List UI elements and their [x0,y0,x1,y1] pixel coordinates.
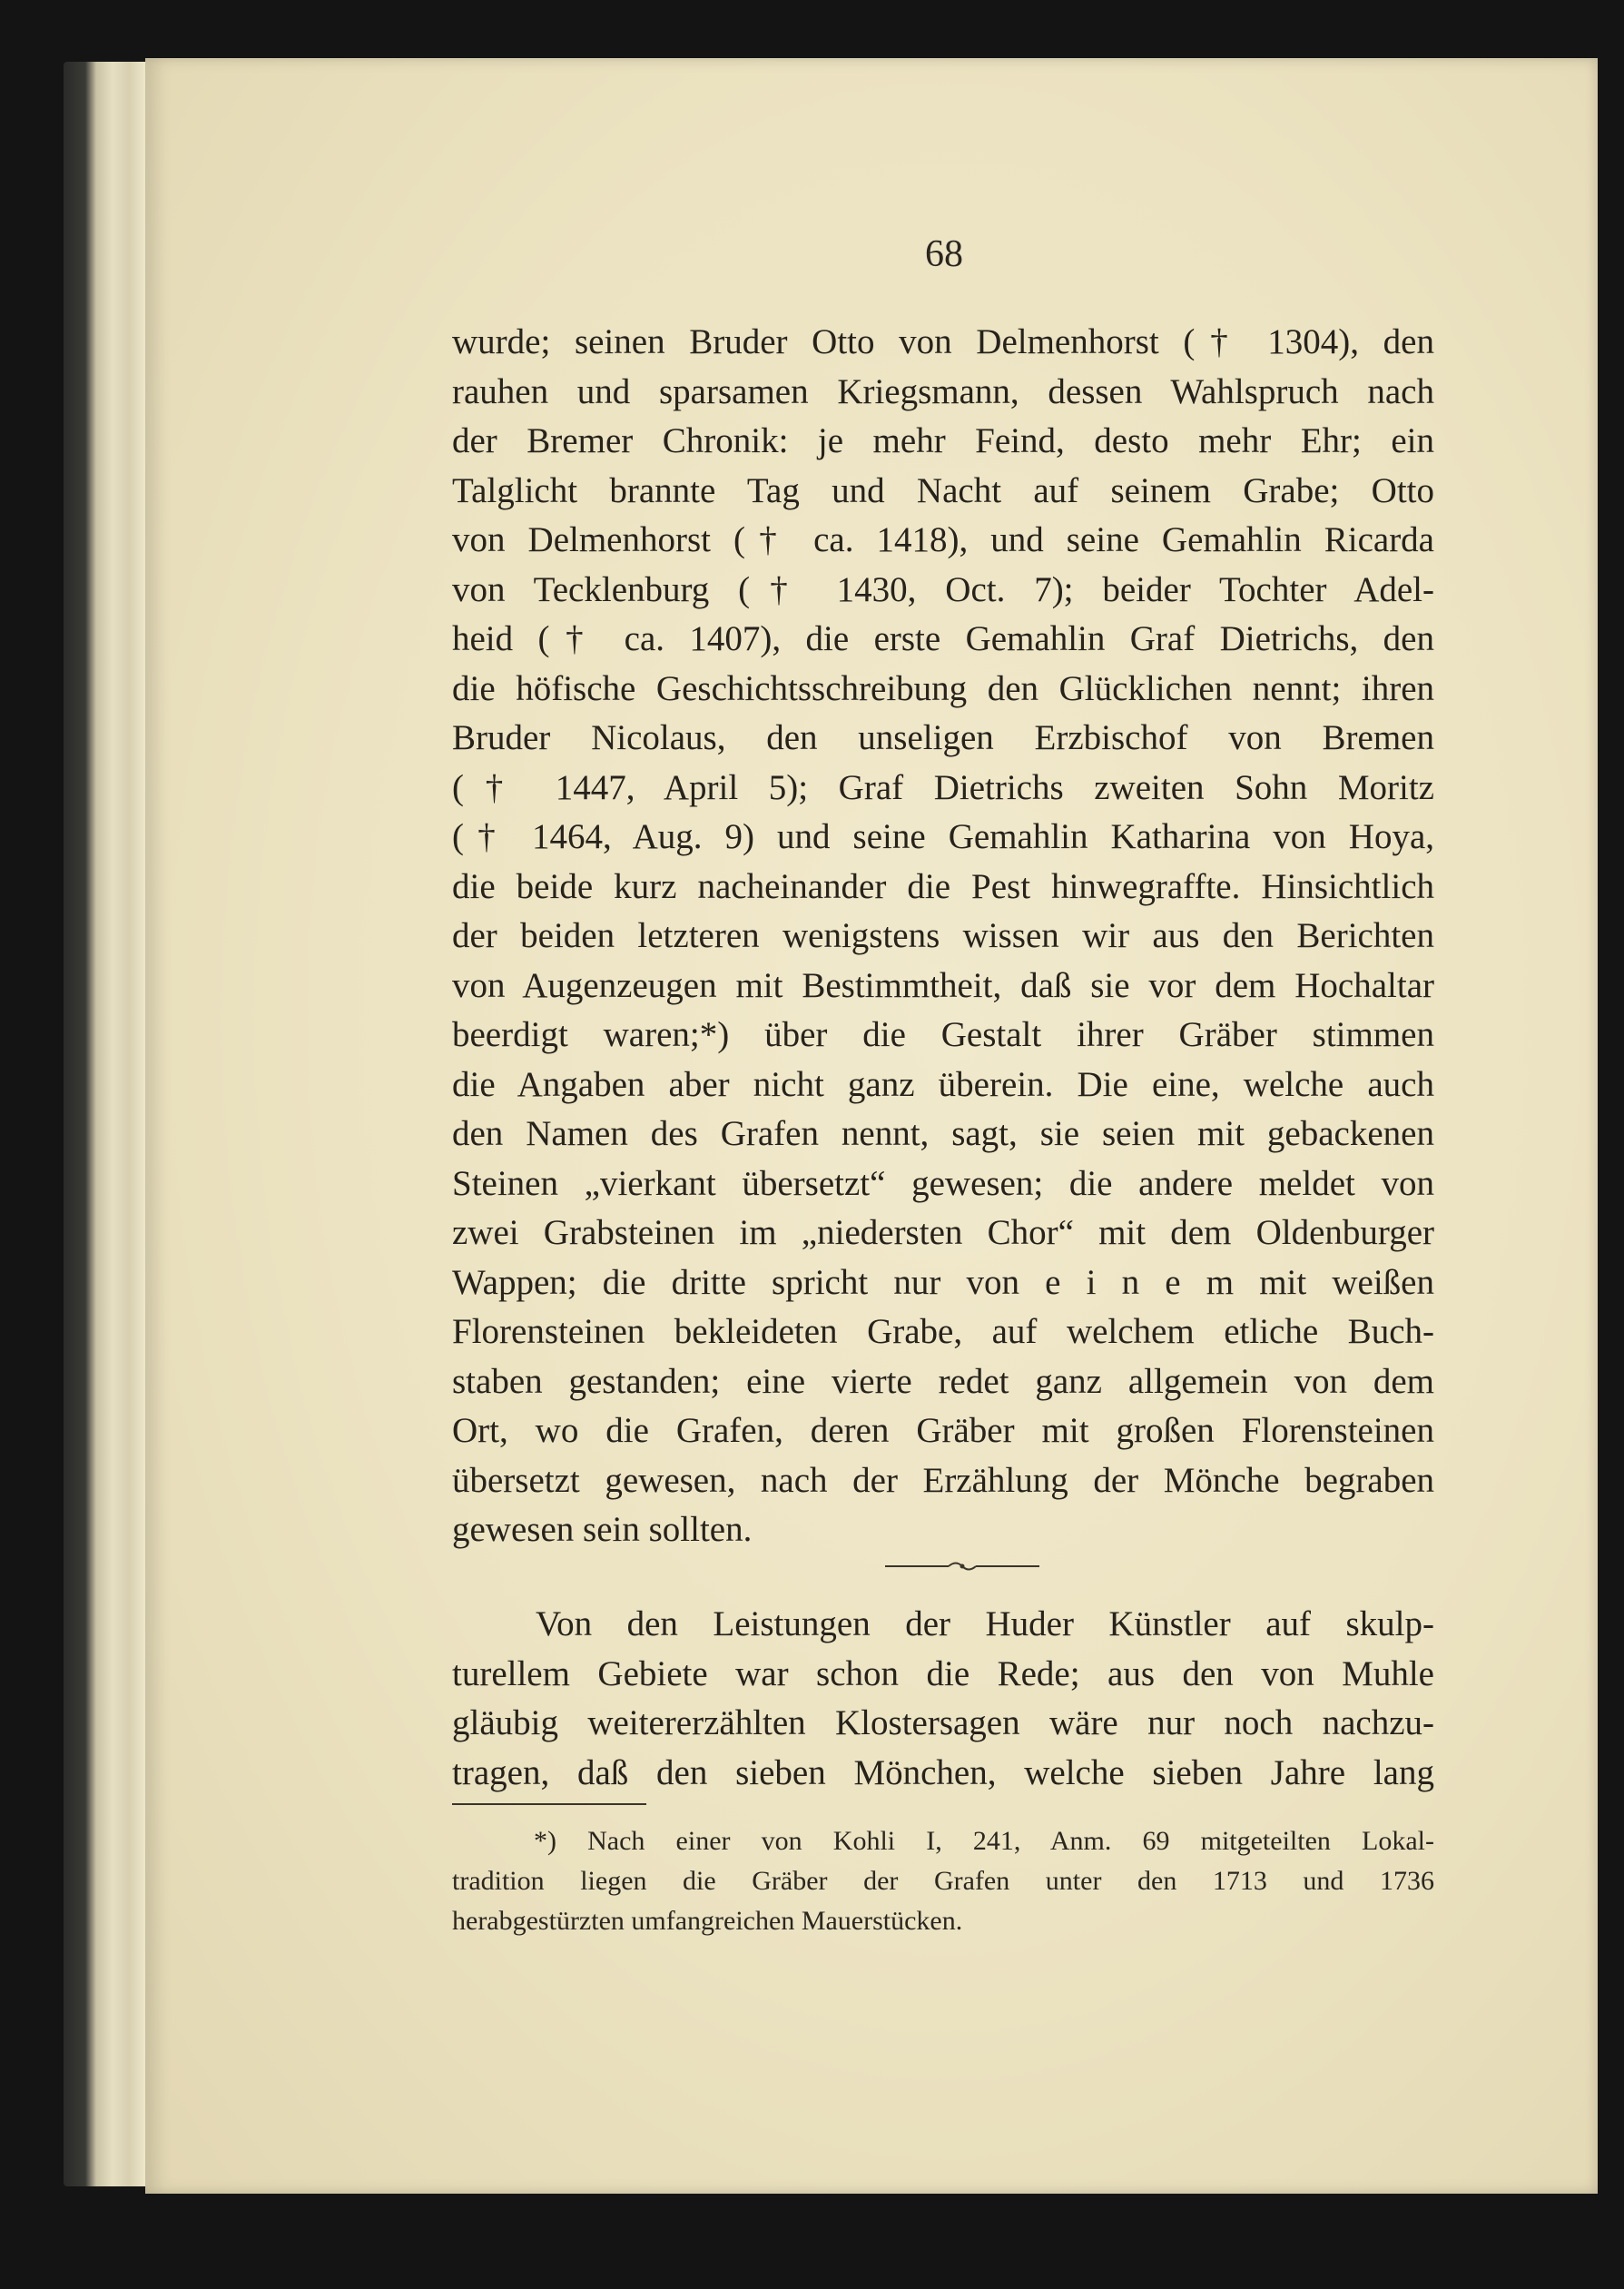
text-line: Florensteinen bekleideten Grabe, auf welchem etliche Buch- [452,1312,1434,1351]
text-line: Bruder Nicolaus, den unseligen Erzbischof von Bremen [452,718,1434,757]
text-line: von Augenzeugen mit Bestimmtheit, daß sie vor dem Hochaltar [452,965,1434,1005]
text-line: die beide kurz nacheinander die Pest hinwegraffte. Hinsichtlich [452,866,1434,906]
text-line: rauhen und sparsamen Kriegsmann, dessen Wahlspruch nach [452,371,1434,411]
text-line: übersetzt gewesen, nach der Erzählung der Mönche begraben [452,1460,1434,1500]
text-line: turellem Gebiete war schon die Rede; aus den von Muhle [452,1653,1434,1693]
footnote-line: herabgestürzten umfangreichen Mauerstücken. [452,1906,963,1936]
text-line: von Delmenhorst († ca. 1418), und seine Gemahlin Ricarda [452,520,1434,559]
text-line: Talglicht brannte Tag und Nacht auf seinem Grabe; Otto [452,470,1434,510]
text-line: den Namen des Grafen nennt, sagt, sie seien mit gebackenen [452,1114,1434,1153]
text-line: gewesen sein sollten. [452,1510,753,1549]
ornamental-separator [885,1558,1039,1574]
text-line: die Angaben aber nicht ganz überein. Die eine, welche auch [452,1064,1434,1104]
text-line: († 1464, Aug. 9) und seine Gemahlin Katharina von Hoya, [452,817,1434,856]
text-line: zwei Grabsteinen im „niedersten Chor“ mit dem Oldenburger [452,1213,1434,1252]
text-line: Ort, wo die Grafen, deren Gräber mit großen Florensteinen [452,1411,1434,1450]
text-line: von Tecklenburg († 1430, Oct. 7); beider Tochter Adel- [452,569,1434,609]
paragraph-1 [452,318,1434,1555]
text-line: heid († ca. 1407), die erste Gemahlin Graf Dietrichs, den [452,619,1434,658]
text-line: staben gestanden; eine vierte redet ganz allgemein von dem [452,1361,1434,1401]
footnote [452,1821,1434,1941]
text-line: gläubig weitererzählten Klostersagen wäre nur noch nachzu- [452,1703,1434,1742]
paragraph-2 [452,1600,1434,1798]
text-line: der beiden letzteren wenigstens wissen wir aus den Berichten [452,916,1434,955]
text-line: beerdigt waren;*) über die Gestalt ihrer Gräber stimmen [452,1015,1434,1054]
page-number: 68 [925,233,963,275]
footnote-line: *) Nach einer von Kohli I, 241, Anm. 69 mitgeteilten Lokal- [534,1826,1434,1856]
text-line: der Bremer Chronik: je mehr Feind, desto mehr Ehr; ein [452,421,1434,460]
text-line: Steinen „vierkant übersetzt“ gewesen; die andere meldet von [452,1163,1434,1203]
text-line: tragen, daß den sieben Mönchen, welche sieben Jahre lang [452,1752,1434,1792]
footnote-line: tradition liegen die Gräber der Grafen unter den 1713 und 1736 [452,1866,1434,1896]
text-line: die höfische Geschichtsschreibung den Glücklichen nennt; ihren [452,668,1434,708]
footnote-rule [452,1803,646,1805]
text-line: († 1447, April 5); Graf Dietrichs zweiten Sohn Moritz [452,767,1434,807]
text-line: wurde; seinen Bruder Otto von Delmenhorst († 1304), den [452,322,1434,361]
text-line: Von den Leistungen der Huder Künstler auf skulp- [536,1604,1434,1643]
text-line: Wappen; die dritte spricht nur von e i n e m mit weißen [452,1262,1434,1302]
